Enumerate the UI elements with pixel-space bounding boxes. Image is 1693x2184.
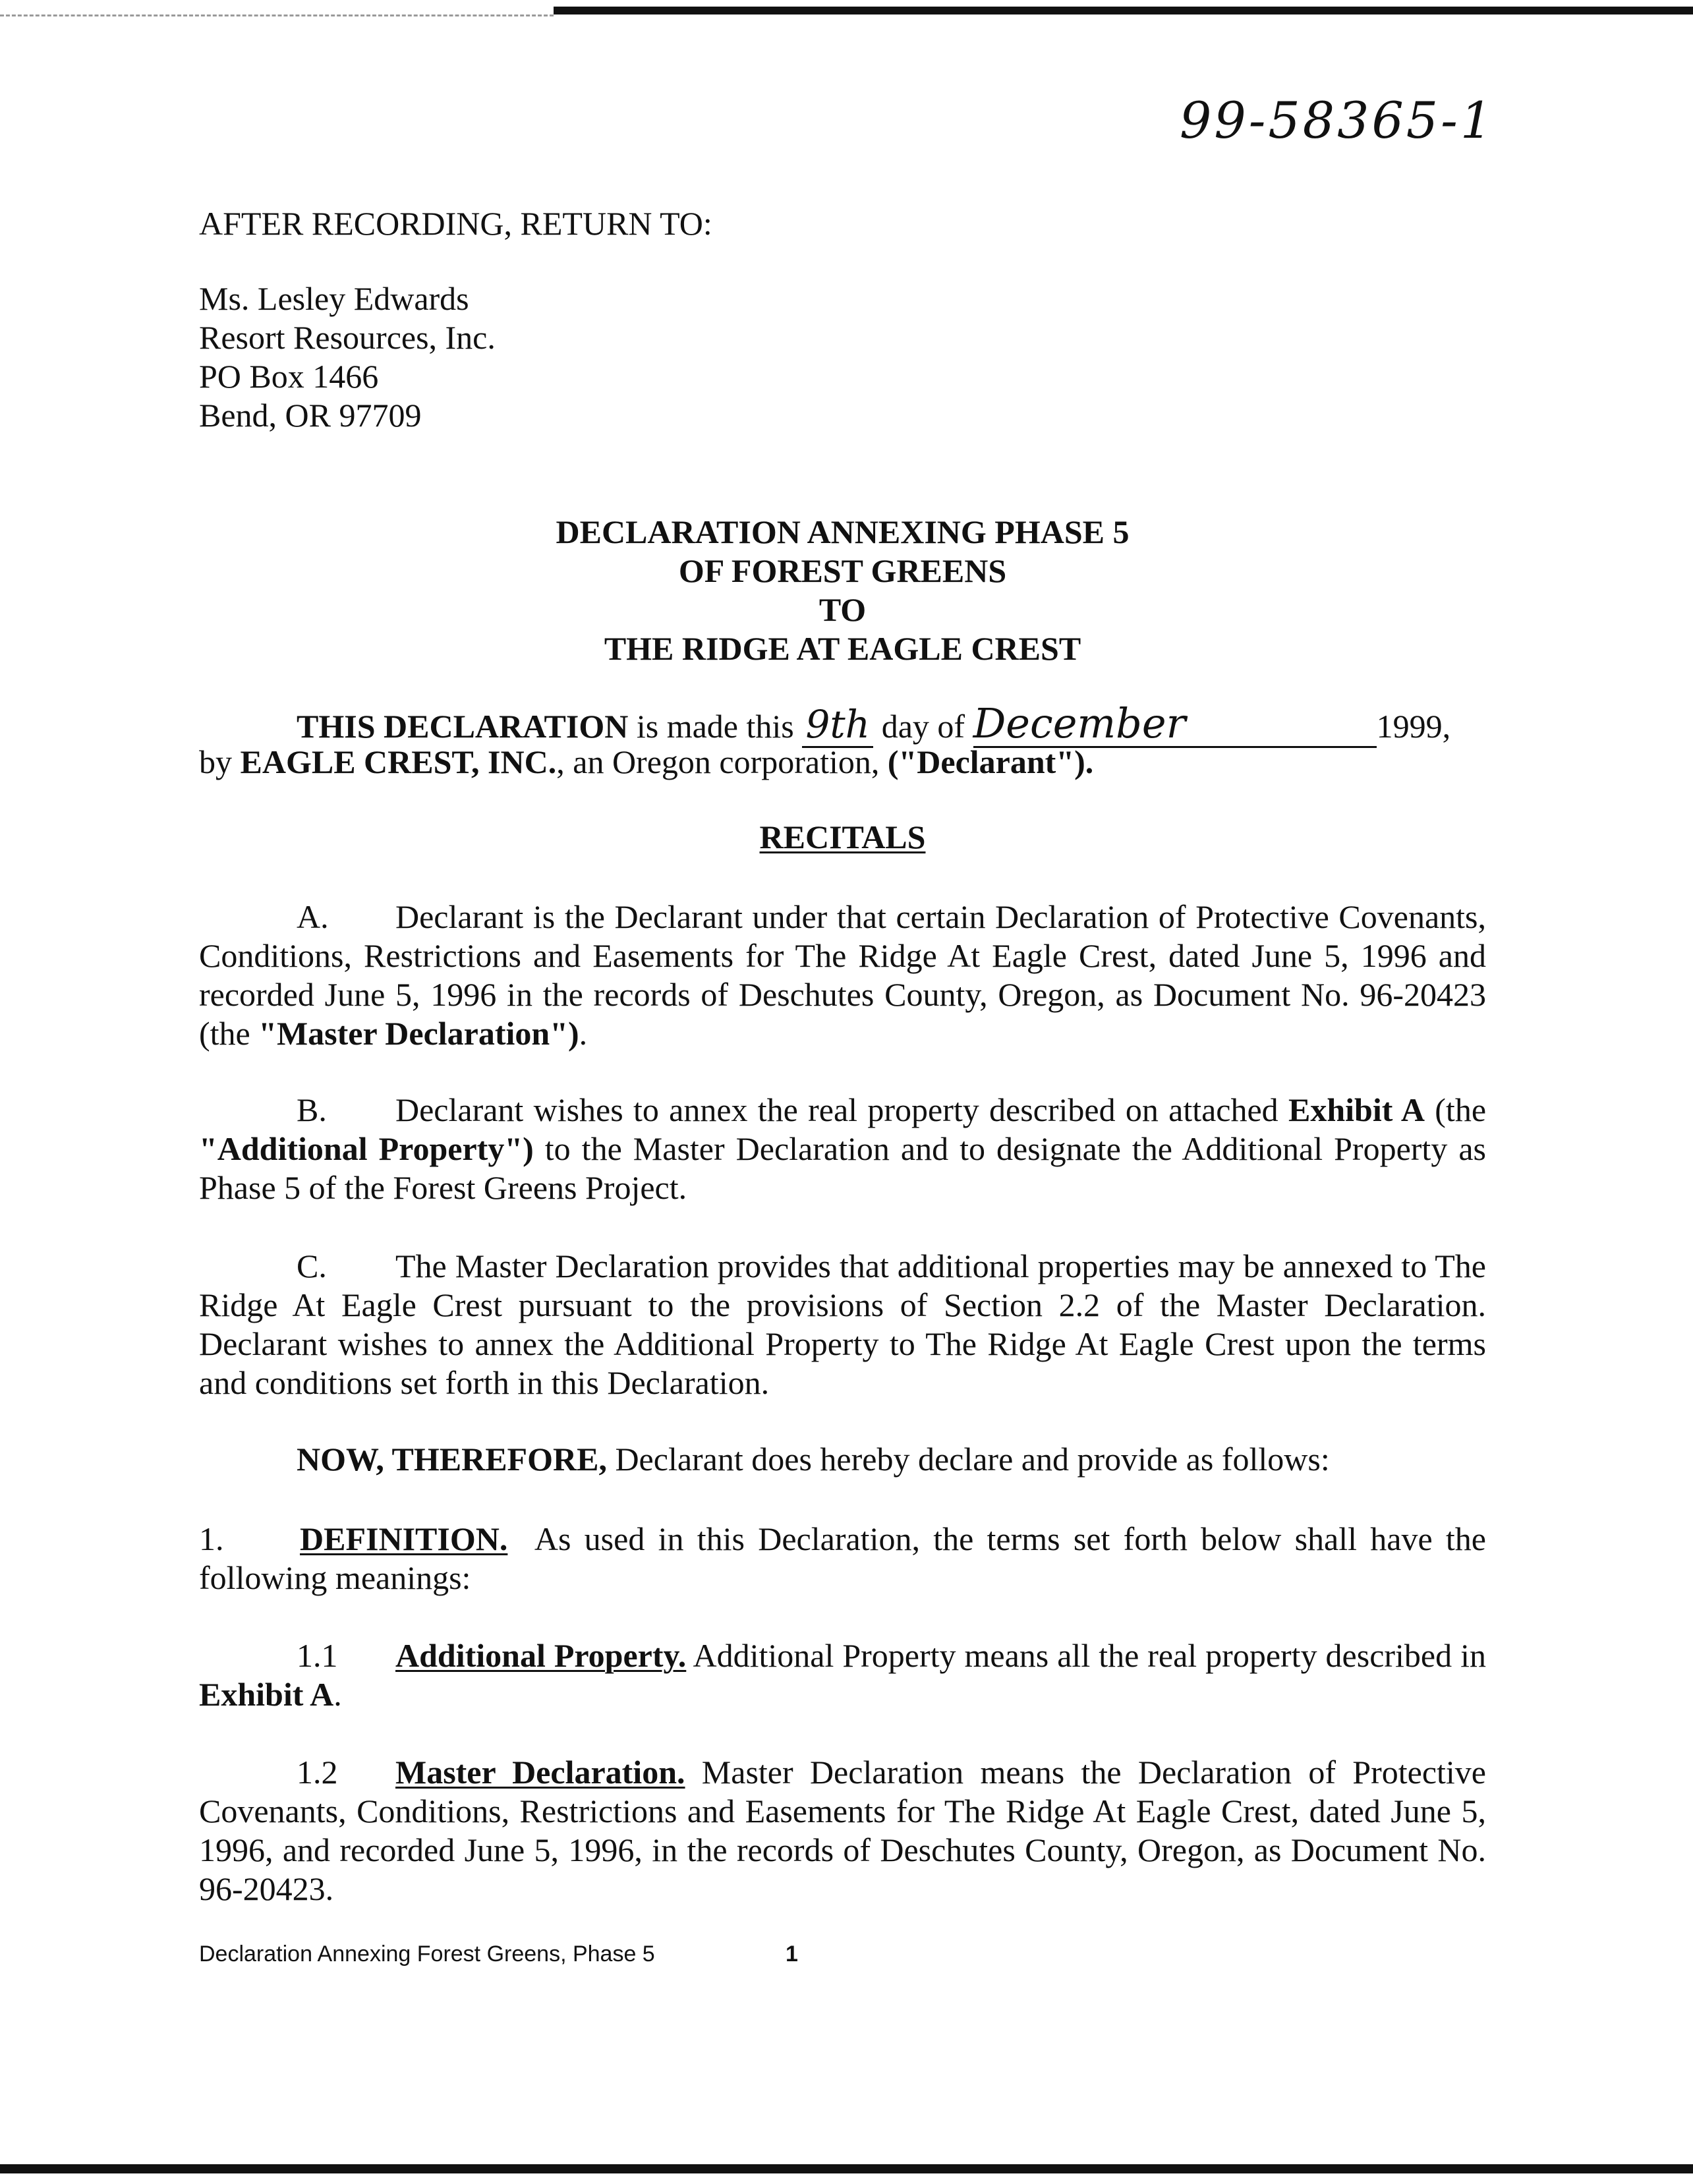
- title-line-3: TO: [818, 591, 867, 628]
- recital-a-label: A.: [297, 898, 329, 935]
- footer-page-number: 1: [786, 1941, 798, 1967]
- recital-a: A. Declarant is the Declarant under that certain Declaration of Protective Covenants, Conditions, Restrictions and Easements for The Ridge At Eagle Crest, dated June 5, 1996 and recorded June 5, 1996 in the records of Deschutes County, Oregon, as Document No. 96-20423 (the "Master Declaration").: [199, 898, 1486, 1052]
- recital-c: C. The Master Declaration provides that additional properties may be annexed to The Ridge At Eagle Crest pursuant to the provisions of Section 2.2 of the Master Declaration. Declarant wishes to annex the Additional Property to The Ridge At Eagle Crest upon the terms and conditions set forth in this Declaration.: [199, 1248, 1486, 1401]
- title-line-4: THE RIDGE AT EAGLE CREST: [604, 630, 1081, 667]
- return-company: Resort Resources, Inc.: [199, 319, 496, 356]
- handwritten-document-number: 99-58365-1: [1180, 91, 1495, 150]
- declarant-name: EAGLE CREST, INC.: [240, 743, 557, 780]
- footer-title: Declaration Annexing Forest Greens, Phase 5: [199, 1941, 655, 1967]
- top-solid-rule: [554, 7, 1693, 14]
- return-label: AFTER RECORDING, RETURN TO:: [199, 205, 712, 242]
- return-city-state-zip: Bend, OR 97709: [199, 397, 422, 434]
- section-1-1-heading: Additional Property.: [395, 1637, 687, 1674]
- section-1-number: 1.: [199, 1520, 224, 1557]
- intro-line-2: by EAGLE CREST, INC., an Oregon corporation, ("Declarant").: [199, 743, 1094, 780]
- top-dashed-rule: [0, 14, 554, 16]
- section-1-2: 1.2 Master Declaration. Master Declaration means the Declaration of Protective Covenants, Conditions, Restrictions and Easements for The Ridge At Eagle Crest, dated June 5, 1996, and recorded June 5, 1996, in the records of Deschutes County, Oregon, as Document No. 96-20423.: [199, 1754, 1486, 1907]
- section-1-heading: DEFINITION.: [300, 1520, 508, 1557]
- section-1-1-number: 1.1: [297, 1637, 338, 1674]
- intro-line-1: THIS DECLARATION is made this 9th day of December 1999,: [297, 699, 1451, 747]
- month-blank: [973, 699, 1377, 748]
- bottom-solid-rule: [0, 2164, 1693, 2173]
- day-blank: [802, 702, 873, 748]
- recital-c-label: C.: [297, 1248, 327, 1284]
- intro-lead: THIS DECLARATION: [297, 708, 629, 745]
- return-name: Ms. Lesley Edwards: [199, 280, 469, 317]
- return-po-box: PO Box 1466: [199, 358, 379, 395]
- intro-year: 1999,: [1376, 708, 1451, 745]
- declarant-label: ("Declarant").: [887, 743, 1094, 780]
- handwritten-month: December: [973, 699, 1186, 747]
- recital-b-label: B.: [297, 1091, 327, 1128]
- recital-b: B. Declarant wishes to annex the real property described on attached Exhibit A (the "Additional Property") to the Master Declaration and to designate the Additional Property as Phase 5 of the Forest Greens Project.: [199, 1091, 1487, 1206]
- handwritten-day: 9th: [805, 702, 871, 747]
- title-line-2: OF FOREST GREENS: [678, 552, 1007, 589]
- section-1-1: 1.1 Additional Property. Additional Property means all the real property described in Exhibit A.: [199, 1637, 1486, 1713]
- section-1-2-heading: Master Declaration.: [395, 1754, 685, 1791]
- title-line-1: DECLARATION ANNEXING PHASE 5: [556, 513, 1130, 550]
- section-1: 1. DEFINITION. As used in this Declaration, the terms set forth below shall have the following meanings:: [199, 1520, 1486, 1596]
- recitals-heading: RECITALS: [759, 819, 926, 855]
- now-therefore: NOW, THEREFORE, Declarant does hereby declare and provide as follows:: [297, 1441, 1330, 1478]
- section-1-2-number: 1.2: [297, 1754, 338, 1791]
